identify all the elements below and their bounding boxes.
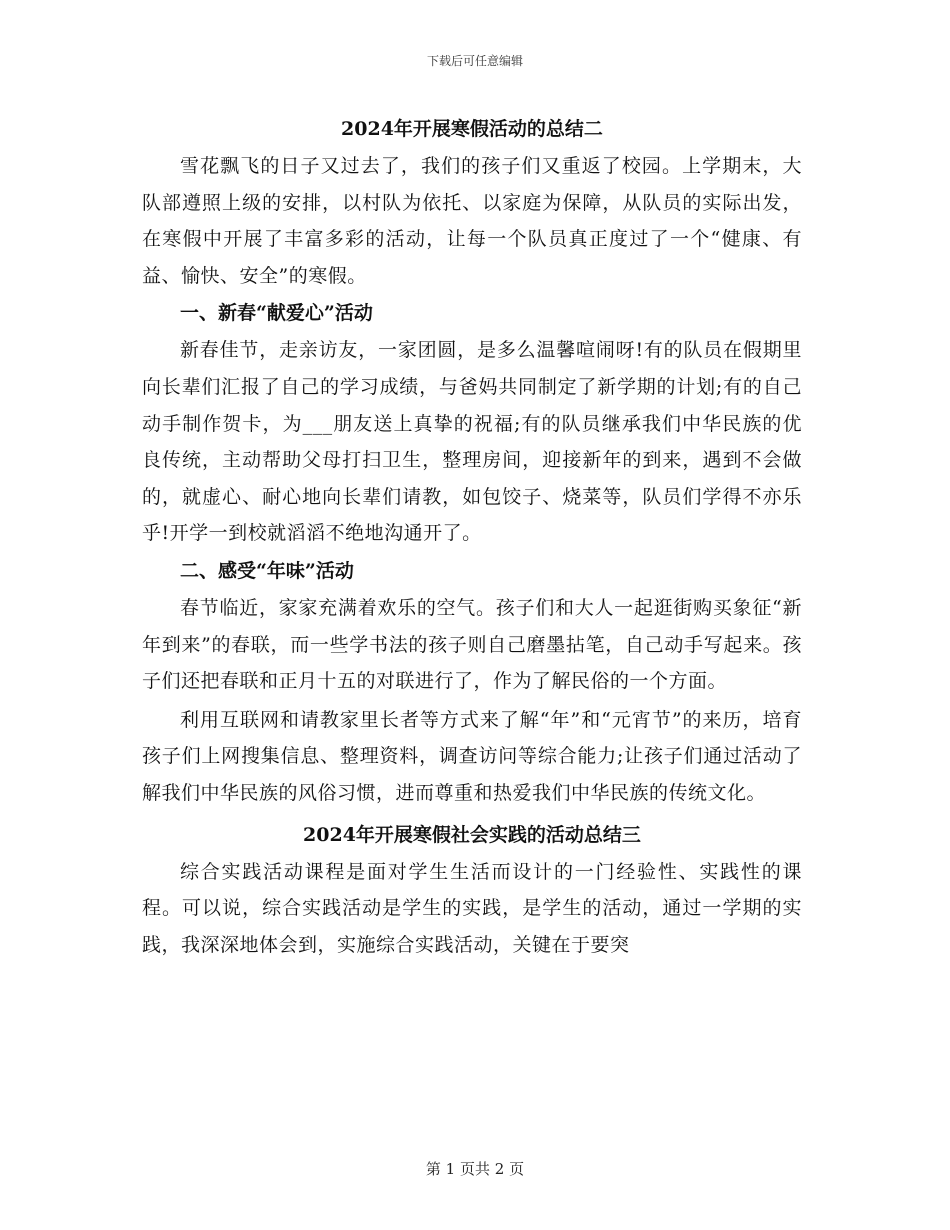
doc1-title: 2024年开展寒假活动的总结二 [341, 118, 603, 140]
section2-paragraph-1: 春节临近，家家充满着欢乐的空气。孩子们和大人一起逛街购买象征“新年到来”的春联，而一些学书法的孩子则自己磨墨拈笔，自己动手写起来。孩子们还把春联和正月十五的对联进行了，作为了解民俗的一个方面。 [142, 596, 802, 693]
page-footer: 第 1 页共 2 页 [425, 1160, 525, 1178]
doc2-paragraph: 综合实践活动课程是面对学生生活而设计的一门经验性、实践性的课程。可以说，综合实践活动是学生的实践，是学生的活动，通过一学期的实践，我深深地体会到，实施综合实践活动，关键在于要突 [142, 860, 802, 956]
section2-paragraph-2: 利用互联网和请教家里长者等方式来了解“年”和“元宵节”的来历，培育孩子们上网搜集信息、整理资料，调查访问等综合能力;让孩子们通过活动了解我们中华民族的风俗习惯，进而尊重和热爱我们中华民族的传统文化。 [142, 708, 802, 804]
doc2-title: 2024年开展寒假社会实践的活动总结三 [303, 823, 641, 846]
page-header: 下载后可任意编辑 [426, 54, 523, 68]
section2-heading: 二、感受“年味”活动 [180, 559, 354, 582]
document-body [142, 110, 802, 963]
doc1-intro-paragraph: 雪花飘飞的日子又过去了，我们的孩子们又重返了校园。上学期末，大队部遵照上级的安排，以村队为依托、以家庭为保障，从队员的实际出发，在寒假中开展了丰富多彩的活动，让每一个队员真正度过了一个“健康、有益、愉快、安全”的寒假。 [142, 155, 802, 287]
section1-heading: 一、新春“献爱心”活动 [180, 302, 373, 325]
section1-paragraph: 新春佳节，走亲访友，一家团圆，是多么温馨喧闹呀!有的队员在假期里向长辈们汇报了自己的学习成绩，与爸妈共同制定了新学期的计划;有的自己动手制作贺卡，为___朋友送上真挚的祝福;有的队员继承我们中华民族的优良传统，主动帮助父母打扫卫生，整理房间，迎接新年的到来，遇到不会做的，就虚心、耐心地向长辈们请教，如包饺子、烧菜等，队员们学得不亦乐乎!开学一到校就滔滔不绝地沟通开了。 [142, 339, 802, 545]
